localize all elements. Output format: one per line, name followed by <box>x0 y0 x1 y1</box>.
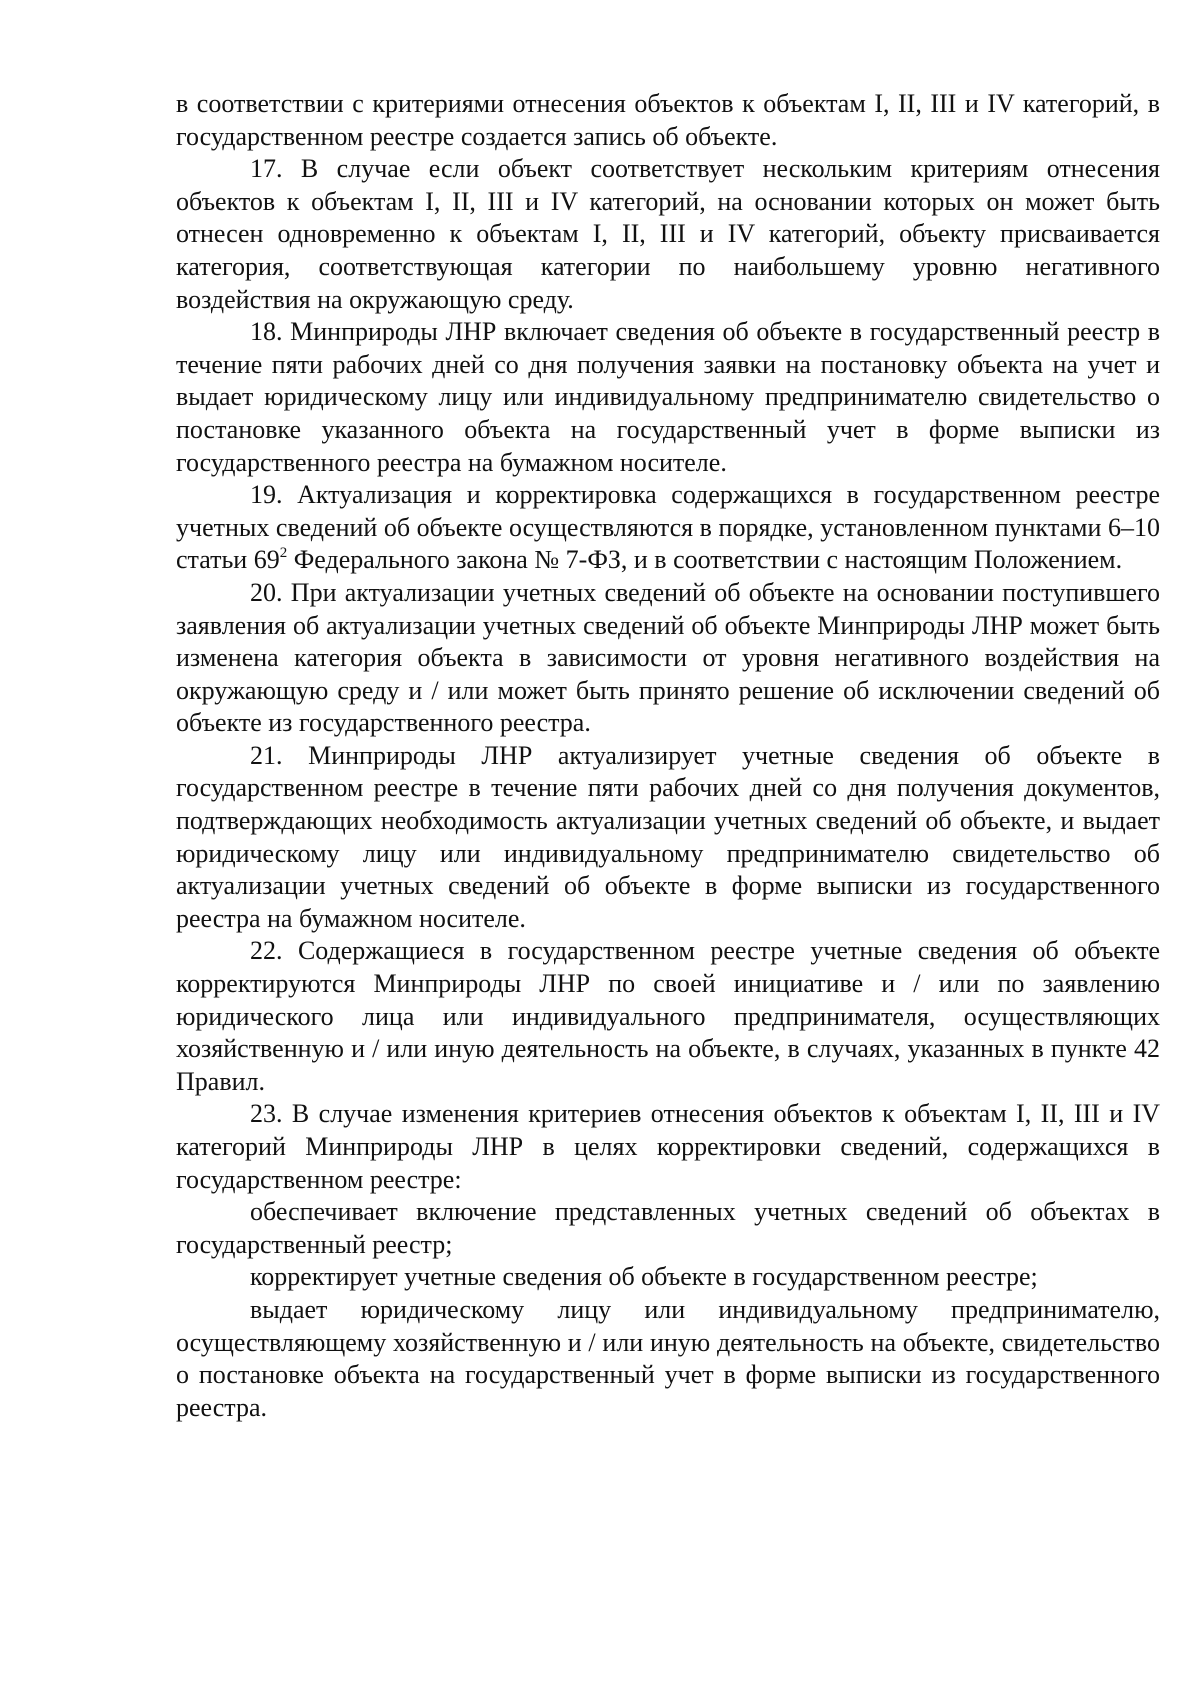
paragraph-19 <box>176 479 1160 577</box>
paragraph-17: 17. В случае если объект соответствует нескольким критериям отнесения объектов к объектам I, II, III и IV категорий, на основании которых он может быть отнесен одновременно к объектам I, II, III и IV категорий, объекту присваивается категория, соответствующая категории по наибольшему уровню негативного воздействия на окружающую среду. <box>176 154 1160 314</box>
document-page <box>176 88 1160 1424</box>
paragraph-18: 18. Минприроды ЛНР включает сведения об объекте в государственный реестр в течение пяти рабочих дней со дня получения заявки на постановку объекта на учет и выдает юридическому лицу или индивидуальному предпринимателю свидетельство о постановке указанного объекта на государственный учет в форме выписки из государственного реестра на бумажном носителе. <box>176 317 1160 477</box>
paragraph-23: 23. В случае изменения критериев отнесения объектов к объектам I, II, III и IV категорий Минприроды ЛНР в целях корректировки сведений, содержащихся в государственном реестре: <box>176 1099 1160 1194</box>
paragraph-19-superscript: 2 <box>279 545 288 562</box>
paragraph-19-text-after: Федерального закона № 7-ФЗ, и в соответствии с настоящим Положением. <box>287 545 1123 575</box>
paragraph-23-item-2: корректирует учетные сведения об объекте в государственном реестре; <box>250 1262 1038 1292</box>
paragraph-21: 21. Минприроды ЛНР актуализирует учетные сведения об объекте в государственном реестре в течение пяти рабочих дней со дня получения документов, подтверждающих необходимость актуализации учетных сведений об объекте, и выдает юридическому лицу или индивидуальному предпринимателю свидетельство об актуализации учетных сведений об объекте в форме выписки из государственного реестра на бумажном носителе. <box>176 740 1160 933</box>
paragraph-19-text-before: 19. Актуализация и корректировка содержащихся в государственном реестре учетных сведений об объекте осуществляются в порядке, установленном пунктами 6–10 статьи 69 <box>176 480 1160 575</box>
paragraph-continuation: в соответствии с критериями отнесения объектов к объектам I, II, III и IV категорий, в государственном реестре создается запись об объекте. <box>176 89 1160 151</box>
paragraph-22: 22. Содержащиеся в государственном реестре учетные сведения об объекте корректируются Минприроды ЛНР по своей инициативе и / или по заявлению юридического лица или индивидуального предпринимателя, осуществляющих хозяйственную и / или иную деятельность на объекте, в случаях, указанных в пункте 42 Правил. <box>176 936 1160 1096</box>
paragraph-20: 20. При актуализации учетных сведений об объекте на основании поступившего заявления об актуализации учетных сведений об объекте Минприроды ЛНР может быть изменена категория объекта в зависимости от уровня негативного воздействия на окружающую среду и / или может быть принято решение об исключении сведений об объекте из государственного реестра. <box>176 577 1160 738</box>
paragraph-23-item-1: обеспечивает включение представленных учетных сведений об объектах в государственный реестр; <box>176 1197 1160 1259</box>
paragraph-23-item-3: выдает юридическому лицу или индивидуальному предпринимателю, осуществляющему хозяйственную и / или иную деятельность на объекте, свидетельство о постановке объекта на государственный учет в форме выписки из государственного реестра. <box>176 1294 1160 1422</box>
